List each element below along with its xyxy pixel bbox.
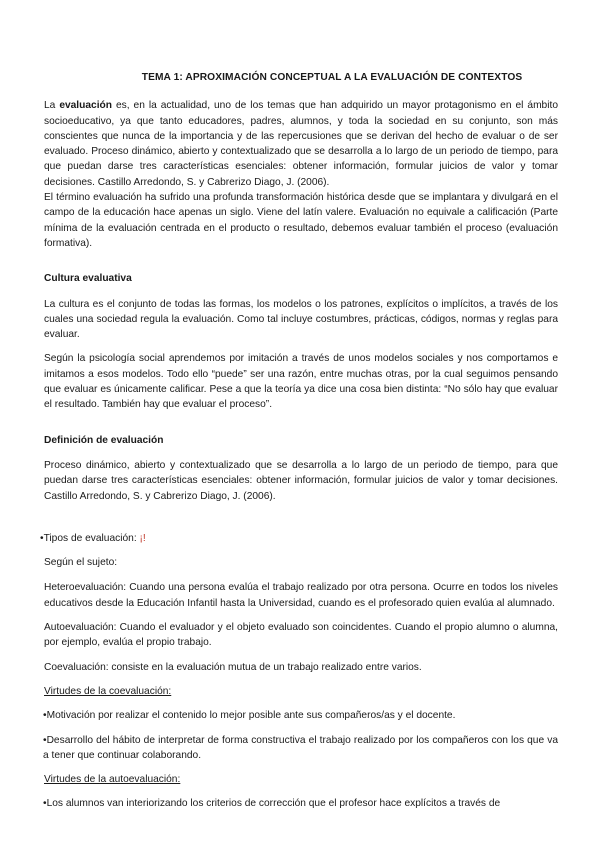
virtudes-autoevaluacion-heading: Virtudes de la autoevaluación: <box>44 774 181 786</box>
intro-text-body: es, en la actualidad, uno de los temas que han adquirido un mayor protagonismo en el ámbito socioeducativo, ya que tanto educadores, padres, alumnos, y toda la sociedad en su conjunto, son más conscientes que nunca de la importancia y de las repercusiones que se derivan del hecho de evaluar o de ser evaluado. Proceso dinámico, abierto y contextualizado que se desarrolla a lo largo de un periodo de tiempo, para que puedan darse tres características esenciales: obtener información, formular juicios de valor y tomar decisiones. Castillo Arredondo, S. y Cabrerizo Diago, J. (2006). <box>44 100 558 188</box>
definicion-heading: Definición de evaluación <box>44 434 164 446</box>
definicion-paragraph: Proceso dinámico, abierto y contextualizado que se desarrolla a lo largo de un periodo de tiempo, para que puedan darse tres características esenciales: obtener información, formular juicios de valor y tomar decisiones. Castillo Arredondo, S. y Cabrerizo Diago, J. (2006). <box>44 459 558 502</box>
tipos-line <box>40 531 558 546</box>
list-item <box>43 733 558 764</box>
document-page <box>40 70 558 812</box>
cultura-paragraph-1: La cultura es el conjunto de todas las formas, los modelos o los patrones, explícitos o implícitos, a través de los cuales una sociedad regula la evaluación. Como tal incluye costumbres, prácticas, códigos, normas y reglas para evaluar. <box>44 298 558 341</box>
autoevaluacion-paragraph: Autoevaluación: Cuando el evaluador y el objeto evaluado son coincidentes. Cuando el propio alumno o alumna, por ejemplo, evalúa el propio trabajo. <box>44 622 558 649</box>
intro-paragraph-2: El término evaluación ha sufrido una profunda transformación histórica desde que se implantara y divulgará en el campo de la educación hace apenas un siglo. Viene del latín valere. Evaluación no equivale a calificación (Parte mínima de la evaluación centrada en el producto o resultado, debemos evaluar también el proceso (evaluación formativa). <box>44 192 558 249</box>
document-title: TEMA 1: APROXIMACIÓN CONCEPTUAL A LA EVALUACIÓN DE CONTEXTOS <box>141 72 523 83</box>
list-item-text: Los alumnos van interiorizando los criterios de corrección que el profesor hace explícitos a través de <box>46 798 501 810</box>
list-item <box>43 708 558 723</box>
bullet-icon: • <box>43 734 47 746</box>
virtudes-coevaluacion-heading: Virtudes de la coevaluación: <box>44 685 172 697</box>
bullet-icon: • <box>43 710 47 722</box>
list-item-text: Desarrollo del hábito de interpretar de forma constructiva el trabajo realizado por los compañeros con los que va a tener que continuar colaborando. <box>43 734 558 761</box>
cultura-paragraph-2: Según la psicología social aprendemos por imitación a través de unos modelos sociales y nos comportamos e imitamos a esos modelos. Todo ello “puede” ser una razón, entre muchas otras, por la cual seguimos pensando que evaluar es únicamente calificar. Pese a que la teoría ya dice una cosa bien distinta: “No sólo hay que evaluar el resultado. También hay que evaluar el proceso”. <box>44 353 558 411</box>
list-item <box>43 796 558 811</box>
cultura-heading: Cultura evaluativa <box>44 273 132 285</box>
tipos-label: Tipos de evaluación: <box>43 532 140 544</box>
list-item-text: Motivación por realizar el contenido lo mejor posible ante sus compañeros/as y el docente. <box>46 710 456 722</box>
bullet-icon: • <box>43 798 47 810</box>
segun-sujeto: Según el sujeto: <box>44 557 118 569</box>
bullet-icon: • <box>40 532 44 544</box>
alert-mark: ¡! <box>139 532 146 544</box>
intro-bold-term: evaluación <box>59 100 112 112</box>
intro-paragraph-1 <box>44 98 558 190</box>
heteroevaluacion-paragraph: Heteroevaluación: Cuando una persona evalúa el trabajo realizado por otra persona. Ocurre en todos los niveles educativos desde la Educación Infantil hasta la Universidad, cuando es el profesorado quien evalúa al alumnado. <box>44 582 558 609</box>
intro-text-lead: La <box>44 100 60 112</box>
coevaluacion-paragraph: Coevaluación: consiste en la evaluación mutua de un trabajo realizado entre varios. <box>44 661 422 673</box>
